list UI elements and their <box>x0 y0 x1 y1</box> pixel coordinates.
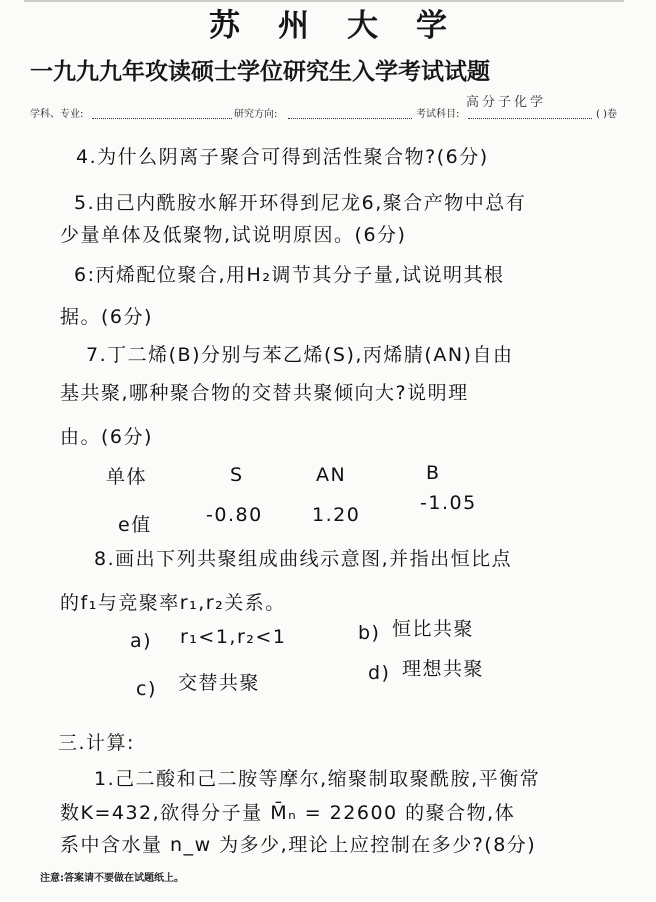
subject-dots <box>92 106 232 119</box>
question-6-line-2: 据。(6分) <box>60 306 153 328</box>
option-b-text: 恒比共聚 <box>392 618 475 640</box>
course-name: 高分子化学 <box>466 95 547 110</box>
question-5-line-1: 5.由己内酰胺水解开环得到尼龙6,聚合产物中总有 <box>74 192 527 214</box>
exam-title: 一九九九年攻读硕士学位研究生入学考试试题 <box>30 58 490 85</box>
footnote: 注意:答案请不要做在试题纸上。 <box>40 873 184 884</box>
table-col-s: S <box>230 464 244 486</box>
table-value-b: -1.05 <box>420 492 477 514</box>
course-label: 考试科目: <box>416 109 460 120</box>
table-value-s: -0.80 <box>206 504 263 526</box>
question-4: 4.为什么阴离子聚合可得到活性聚合物?(6分) <box>76 146 489 168</box>
paper-suffix: ( )卷 <box>596 109 617 120</box>
calc-1-line-1: 1.己二酸和己二胺等摩尔,缩聚制取聚酰胺,平衡常 <box>94 768 541 790</box>
top-edge-line <box>24 0 624 2</box>
question-8-line-2: 的f₁与竞聚率r₁,r₂关系。 <box>60 592 286 614</box>
table-header-label: 单体 <box>106 466 148 488</box>
table-value-an: 1.20 <box>312 504 361 526</box>
option-c-text: 交替共聚 <box>178 672 261 694</box>
option-a-text: r₁<1,r₂<1 <box>180 626 287 648</box>
question-7-line-3: 由。(6分) <box>60 426 153 448</box>
course-dots <box>468 106 592 119</box>
direction-label: 研究方向: <box>234 109 278 120</box>
calc-1-line-2: 数K=432,欲得分子量 M̄ₙ = 22600 的聚合物,体 <box>60 802 516 824</box>
calc-1-line-3: 系中含水量 n_w 为多少,理论上应控制在多少?(8分) <box>60 834 537 856</box>
option-a-key: a) <box>130 630 153 652</box>
table-row-label: e值 <box>118 514 152 536</box>
option-d-text: 理想共聚 <box>402 658 485 680</box>
table-col-an: AN <box>316 464 347 486</box>
exam-meta-line <box>30 106 638 124</box>
question-6-line-1: 6:丙烯配位聚合,用H₂调节其分子量,试说明其根 <box>74 264 505 286</box>
option-d-key: d) <box>368 662 391 684</box>
university-name: 苏州大学 <box>209 8 485 44</box>
direction-dots <box>288 106 412 119</box>
question-7-line-2: 基共聚,哪种聚合物的交替共聚倾向大?说明理 <box>60 382 469 404</box>
section-3-heading: 三.计算: <box>58 732 135 754</box>
table-col-b: B <box>426 462 441 484</box>
question-5-line-2: 少量单体及低聚物,试说明原因。(6分) <box>60 224 407 246</box>
question-8-line-1: 8.画出下列共聚组成曲线示意图,并指出恒比点 <box>94 548 513 570</box>
option-b-key: b) <box>358 622 381 644</box>
subject-label: 学科、专业: <box>30 109 84 120</box>
question-7-line-1: 7.丁二烯(B)分别与苯乙烯(S),丙烯腈(AN)自由 <box>86 344 514 366</box>
option-c-key: c) <box>136 678 157 700</box>
